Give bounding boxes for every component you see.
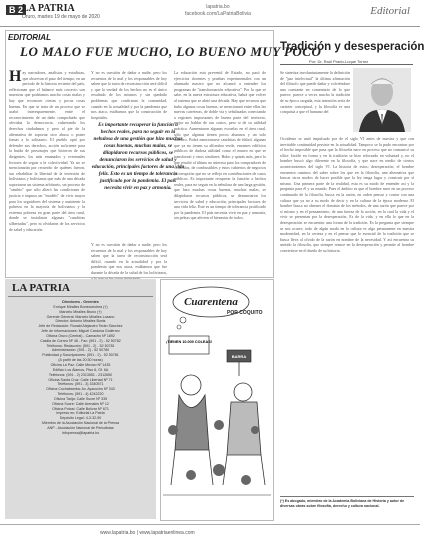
opinion-divider — [280, 64, 413, 65]
staff-list — [8, 300, 153, 436]
staff-line: ANP - Asociación Nacional de Periodistas — [47, 425, 114, 430]
sign-text: BARRA — [231, 354, 247, 359]
staff-line: Publicidad y Suscripciones: (591 - 2) - 52 50781 — [42, 353, 119, 358]
cartoon-figure-right — [223, 383, 265, 485]
staff-line: Oficina Santa Cruz: Calle Libertad Nº 71 — [48, 377, 113, 382]
staff-line: Teléfonos: (591 - 3) 3340571 — [57, 382, 104, 387]
staff-line: Directores - Gerentes — [62, 300, 99, 304]
speech-text: ¡TIENEN 10.000 COLEAS! — [166, 340, 212, 344]
staff-line: Casilla de Correo Nº 48 - Fax: (591 - 2) - 52 50782 — [40, 338, 121, 343]
staff-line: Oficina Potosí: Calle Bolívar Nº 671 — [52, 406, 109, 411]
opinion-text-intro: Se sintetiza involuntariamente la definición de "paz intelectual" la última afirmación del filósofo que puede dañar y volviéndose una constante en comentario de lo que parece, parece a veces mucho la tradición de su época cargada, esta intención sería de carácter conceptual, y la filosofía es una conquista a que el humano del — [280, 70, 350, 115]
author-portrait — [353, 68, 411, 132]
opinion-title: Tradición y desesperación — [280, 41, 424, 53]
staff-line: Oficina Oruro (Central) - Camacho Nº 1892 — [46, 333, 115, 338]
opinion-footnote-divider — [280, 496, 414, 497]
staff-line: Teléfonos: (591 - 2) 2313551 - 2312650 — [48, 372, 113, 377]
editorial-tag: EDITORIAL — [8, 33, 51, 42]
editorial-column-2b: Y no es cuestión de dañar a nadie, pero los recuentos de lo mal y los responsables de hoy saben que la tarea de reconstrucción será difícil, cuando en la actualidad y por la pandemia que nos ataca, estábamos que fue durante la década de la salud de los bolivianos, — [91, 242, 167, 275]
masthead: LA PATRIA — [22, 3, 75, 14]
cartoon-credit: POR COQUITO — [227, 310, 263, 316]
drop-cap: H — [9, 68, 22, 85]
opinion-footnote: (*) Es abogado, miembro de la Academia Boliviana de Historia y autor de diversas obras sobre filosofía, derecho y cultura nacional. — [280, 499, 405, 508]
staff-line: Depósito Legal: 4-3-32-90 — [59, 416, 102, 421]
editorial-column-3: La educación esta prevenid de Estado, no pasó de ejercicios docentes y pruebas experimentales con un alarmado masivo que no alcanzó a entender los programas de "transformación educativa". Por lo que se sabe, en la nueva estructura educativa, habrá que volver al sistema que se abrió una década. Hay que recursos que hubo algunas cosas buenas, se mencionará entre ellas las nuevas carreteras, de doble vía y señalizadas conectando a regiones importantes de buena parte del territorio, mejor no hablar de sus costos, pero si de su utilidad práctica. Aumentaron algunas escuelas en el área rural, sólo que algunas tienen pocos alumnos y un solo maestro. Podrá mencionarse canchitas de fútbol, algunas que ya no tienen su alfombra verde, enormes edificios públicos de dudosa utilidad como el museo en que se transformó y otros similares. Hubo y quizás más, pero lo que resultó al último no interesa para los compradores de vehículos, de combustibles y estos cubiertos de negocios y corrupción que no se refleja en contribuciones de casos públicos. Es importante recuperar la función a hechos reales, para no seguir en la nebulosa de una larga gestión, que hizo muchas cosas buenas, muchas malas, se dilapidaron recursos públicos, se denunciaron los servicios de salud y educación, principales factores de una vida feliz. Este es un tiempo de tolerancia justificado por la pandemia. El país necesita vivir en paz y armonía, sin peleas que afecten el bienestar de todos. — [174, 70, 266, 221]
staff-line: Edificio Los Álamos, Piso 6, Of. 6A — [52, 367, 109, 372]
editorial-title: LO MALO FUE MUCHO, LO BUENO MUY POCO — [20, 44, 322, 59]
staff-line: Director: Antonio Miralles Bonis — [55, 319, 106, 324]
opinion-text-body: Occidente se unió impulsado por de el siglo VI antes de nuestra y que con inevitable continuidad persiste en la actualidad. Tampoco se la pudo encontrar por el hecho imposible que pasa que la filosofía nace en proceso que no comunicó su sílice. Incide en forma y en la tradición se hizo reforzado en voluntad y, no el hombre buscó algo diferente en la filosofía, y que nace en medio de ciertos acontecimientos del siglo VI. La historia de estos; desesperación, el hombre encuentra caminos del saber sobre los que en la filosofía, una alternativa que buscar otros modos de hacer posible que la ley tenga lugar y construir por sí mismo. Una primera parte de la realidad, esta es su modo de entender así y la pregunta para él y su mundo. Pues el ámbito es que el hombre nace en un proceso continuado de la filosofía, busca en la razón, en orden pensar y contar con una cultura que ya no a su modo de decir y en la cultura de la época moderna. El hombre busca no obtener el dominio de los métodos, de una razón que parece por sí mismo y en el pensamiento, de una fuerza de la acción, en la cual la vida y el vivir se presentan por la desesperación. Es de la vida, y en ella lo que en la desesperación se encuentra: una forma de la tradición. Es la pregunta que siempre se nos ocurre, todo de algún modo en la cultura es algo permanente en nuestra modernidad, en la certeza y en el pensar que lo esencial de la tradición que se busca lleva al olvido de la razón en nombre de la necesidad. Y así encuentra su sentido la filosofía, que siempre renace en la desesperación y permite al hombre convertirse en el dueño de su historia. — [280, 136, 414, 253]
staff-divider — [8, 296, 153, 297]
footer-links[interactable]: www.lapatria.bo | www.lapatriaenlinea.com — [100, 530, 195, 536]
staff-line: Enrique Miralles Bonecoechea (†) — [53, 304, 108, 309]
date-line: Oruro, martes 19 de mayo de 2020 — [22, 14, 100, 20]
staff-line: Marcelo Miralles Bruno (†) — [59, 309, 102, 314]
cartoon-cloud-text: Cuarentena — [184, 296, 238, 308]
staff-line: Teléfonos: (591 - 4) 4242220 — [57, 392, 104, 397]
page-footer — [0, 524, 420, 547]
website-link[interactable]: lapatria.bo — [206, 4, 230, 10]
web-links — [185, 4, 251, 18]
cartoon-illustration — [161, 280, 273, 520]
staff-line: Oficina Cochabamba: Av. Ayacucho Nº 343 — [46, 387, 115, 392]
editorial-column-1 — [9, 70, 85, 272]
staff-line: Jefe de Informaciones: Miguel Cardona Gutiérrez — [41, 329, 120, 334]
staff-line: Jefe de Redacción: Ronald Alejandro Terán Sánchez — [38, 324, 123, 329]
page-number: B 2 — [6, 5, 30, 15]
staff-line: Miembro de la Asociación Nacional de la Prensa — [41, 421, 120, 426]
staff-line: Administración: (591 - 2) - 52 50780 — [51, 348, 110, 353]
staff-line: Impreso en: Editorial La Patria — [56, 411, 105, 416]
staff-line: Oficina La Paz: Calle Mexico Nº 1435 — [50, 362, 111, 367]
facebook-link[interactable]: facebook.com/LaPatriaBolivia — [185, 11, 251, 17]
speech-box — [169, 336, 209, 354]
editorial-pullquote: Es importante recuperar la función a hechos reales, para no seguir en la nebulosa de una gestión que hizo muchas cosas buenas, muchas malas, se dilapidaron recursos públicos, se denunciaron los servicios de salud y educación, principales factores de una vida feliz. Esto es un tiempo de tolerancia justificado por la pandemia. El país necesita vivir en paz y armonía. — [91, 122, 185, 235]
opinion-byline: Por: Dr. Raúl Prado-Luque Torrez — [309, 59, 369, 64]
staff-line: Teléfonos: Redacción: (591 - 2) - 52 50781 — [46, 343, 115, 348]
staff-line: Gerente General: Marcelo Miralles Lozano — [46, 314, 115, 319]
staff-line: Infoprensa@lapatria.bo — [61, 430, 100, 435]
staff-line: Oficina Tarija: Calle Sucre Nº 335 — [53, 396, 108, 401]
staff-line: (A partir de las 20:30 horas) — [58, 358, 103, 363]
staff-line: Oficina Sucre: Calle Arenales Nº 12 — [52, 401, 109, 406]
editorial-column-2: Y no es cuestión de dañar a nadie, pero los recuentos de lo mal y los responsables de hoy saben que la tarea de reconstrucción será difícil y que la verdad de los hechos no es el único resultado de los mismos y sin quedado problemas que confirman la comunidad, cuando en la actualidad y por la pandemia que nos ataca, estábamos que la construcción de hospitales. — [91, 70, 167, 120]
section-name: Editorial — [370, 5, 410, 17]
editorial-column-1-text: ay narradores, analistas y estadistas, que observan el paso del tiempo, en un período de la historia reciente del país, reflexionan que el balance más correcto son muestras que podríamos mucho cosas malas y hay que reconocer ciertas y pocas cosas buenas. En que se trata de un proceso que se acabó interesparemente, entre el reconocimiento de un daño comprobado que afectaba la democracia, vulnerando los derechos ciudadanos y pero al pie de la alternativa de soportar otro abuso o poner fomas a lo solitaario. El pueblo optó por defender sus derechos, acción suficiente para la huida de personajes que hicieron de sus dirigentes, los más emanados y eventuales lectores de seguir a la colectividad. Ya no se mencionarán por recuerdo de quiénes fueron, sus rehabilitar la libertad de la inversión de bolivianos y bolivianas que más de una década soportaron un sistema arbitrario, un proceso de "cambio" que sólo alteró las condiciones de justicia e impuso un "modelo" de vivir mayor para los seguidores del sistema y maintenir la pobreza en la mayoría de bolivianos y la extrema pobreza en gran parte del área rural, donde se instalaron algunas "canchitas silbertadas", pero ni olvidaron de los servicios de salud y educación. — [9, 70, 85, 232]
staff-title: LA PATRIA — [12, 282, 70, 294]
